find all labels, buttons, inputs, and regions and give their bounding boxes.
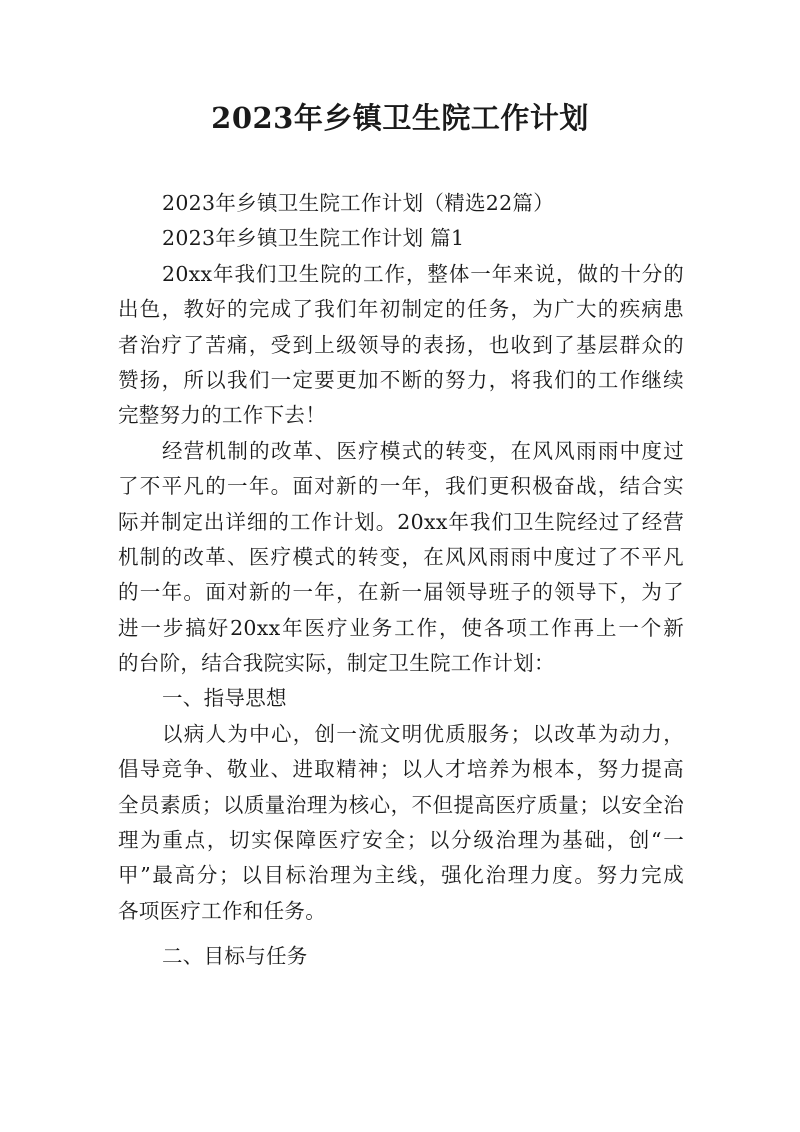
document-title: 2023年乡镇卫生院工作计划 [211, 101, 589, 135]
document-body [118, 186, 684, 975]
paragraph-line: 者治疗了苦痛，受到上级领导的表扬，也收到了基层群众的 [118, 332, 684, 357]
paragraph-line: 理为重点，切实保障医疗安全；以分级治理为基础，创“一 [118, 828, 684, 853]
subtitle: 2023年乡镇卫生院工作计划（精选22篇） [162, 191, 555, 215]
paragraph-line: 进一步搞好20xx年医疗业务工作，使各项工作再上一个新 [118, 615, 684, 640]
paragraph-line: 甲”最高分；以目标治理为主线，强化治理力度。努力完成 [118, 863, 684, 888]
paragraph-line: 经营机制的改革、医疗模式的转变，在风风雨雨中度过 [162, 438, 684, 463]
paragraph-line: 各项医疗工作和任务。 [118, 898, 326, 923]
paragraph-line: 出色，教好的完成了我们年初制定的任务，为广大的疾病患 [118, 297, 684, 322]
paragraph-line: 的一年。面对新的一年，在新一届领导班子的领导下，为了 [118, 580, 684, 605]
paragraph-line: 赞扬，所以我们一定要更加不断的努力，将我们的工作继续 [118, 367, 684, 392]
paragraph-line: 的台阶，结合我院实际，制定卫生院工作计划： [118, 651, 555, 676]
paragraph-line: 了不平凡的一年。面对新的一年，我们更积极奋战，结合实 [118, 474, 684, 499]
paragraph-line: 际并制定出详细的工作计划。20xx年我们卫生院经过了经营 [118, 509, 684, 534]
paragraph-line: 机制的改革、医疗模式的转变，在风风雨雨中度过了不平凡 [118, 544, 684, 569]
section-heading: 二、目标与任务 [162, 944, 308, 969]
paragraph-line: 全员素质；以质量治理为核心，不但提高医疗质量；以安全治 [118, 792, 684, 817]
paragraph-line: 倡导竞争、敬业、进取精神；以人才培养为根本，努力提高 [118, 757, 684, 782]
paragraph-line: 以病人为中心，创一流文明优质服务；以改革为动力， [162, 721, 684, 746]
paragraph-line: 完整努力的工作下去！ [118, 403, 326, 428]
article-heading: 2023年乡镇卫生院工作计划 篇1 [162, 226, 465, 251]
paragraph-line: 20xx年我们卫生院的工作，整体一年来说，做的十分的 [162, 261, 684, 286]
section-heading: 一、指导思想 [162, 686, 287, 711]
